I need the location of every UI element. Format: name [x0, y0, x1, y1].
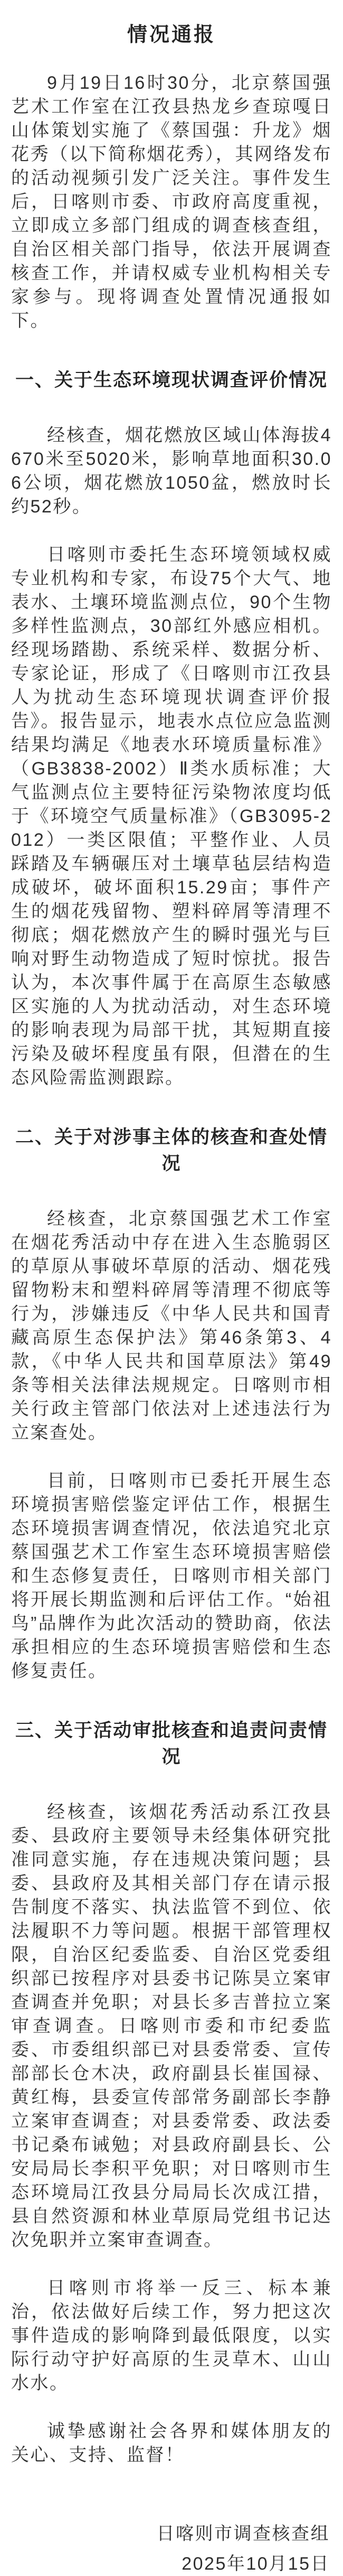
section-3-paragraph-3: 诚挚感谢社会各界和媒体朋友的关心、支持、监督！	[11, 2421, 332, 2465]
section-2-paragraph-1: 经核查，北京蔡国强艺术工作室在烟花秀活动中存在进入生态脆弱区的草原从事破坏草原的活动、烟花残留物粉末和塑料碎屑等清理不彻底等行为，涉嫌违反《中华人民共和国青藏高原生态保护法》第46条第3、4款，《中华人民共和国草原法》第49条等相关法律法规规定。日喀则市相关行政主管部门依法对上述违法行为立案查处。	[11, 1209, 332, 1443]
section-3-heading: 三、关于活动审批核查和追责问责情况	[15, 1720, 328, 1767]
intro-paragraph: 9月19日16时30分，北京蔡国强艺术工作室在江孜县热龙乡查琼嘎日山体策划实施了《蔡国强：升龙》烟花秀（以下简称烟花秀），其网络发布的活动视频引发广泛关注。事件发生后，日喀则市委、市政府高度重视，立即成立多部门组成的调查核查组，自治区相关部门指导，依法开展调查核查工作，并请权威专业机构相关专家参与。现将调查处置情况通报如下。	[11, 73, 332, 331]
section-2-heading: 二、关于对涉事主体的核查和查处情况	[15, 1127, 328, 1174]
section-1-heading: 一、关于生态环境现状调查评价情况	[15, 370, 328, 390]
signature-block	[11, 2522, 332, 2576]
signature: 日喀则市调查核查组	[156, 2524, 330, 2544]
section-3-paragraph-1: 经核查，该烟花秀活动系江孜县委、县政府主要领导未经集体研究批准同意实施，存在违规决策问题；县委、县政府及其相关部门存在请示报告制度不落实、执法监管不到位、依法履职不力等问题。根据干部管理权限，自治区纪委监委、自治区党委组织部已按程序对县委书记陈昊立案审查调查并免职；对县长多吉普拉立案审查调查。日喀则市委和市纪委监委、市委组织部已对县委常委、宣传部部长仓木决，政府副县长崔国禄、黄红梅，县委宣传部常务副部长李静立案审查调查；对县委常委、政法委书记桑布诫勉；对县政府副县长、公安局局长李积平免职；对日喀则市生态环境局江孜县分局局长次成江措，县自然资源和林业草原局党组书记达次免职并立案审查调查。	[11, 1802, 332, 2250]
section-3-paragraph-2: 日喀则市将举一反三、标本兼治，依法做好后续工作，努力把这次事件造成的影响降到最低限度，以实际行动守护好高原的生灵草木、山山水水。	[11, 2278, 332, 2393]
page-title: 情况通报	[127, 24, 216, 46]
section-1-paragraph-2: 日喀则市委托生态环境领域权威专业机构和专家，布设75个大气、地表水、土壤环境监测点位，90个生物多样性监测点，30部红外感应相机。经现场踏勘、系统采样、数据分析、专家论证，形成了《日喀则市江孜县人为扰动生态环境现状调查评价报告》。报告显示，地表水点位应急监测结果均满足《地表水环境质量标准》（GB3838-2002）Ⅱ类水质标准；大气监测点位主要特征污染物浓度均低于《环境空气质量标准》（GB3095-2012）一类区限值；平整作业、人员踩踏及车辆碾压对土壤草毡层结构造成破坏，破坏面积15.29亩；事件产生的烟花残留物、塑料碎屑等清理不彻底；烟花燃放产生的瞬时强光与巨响对野生动物造成了短时惊扰。报告认为，本次事件属于在高原生态敏感区实施的人为扰动活动，对生态环境的影响表现为局部干扰，其短期直接污染及破坏程度虽有限，但潜在的生态风险需监测跟踪。	[11, 545, 332, 1088]
section-2-paragraph-2: 目前，日喀则市已委托开展生态环境损害赔偿鉴定评估工作，根据生态环境损害调查情况，依法追究北京蔡国强艺术工作室生态环境损害赔偿和生态修复责任，日喀则市相关部门将开展长期监测和后评估工作。“始祖鸟”品牌作为此次活动的赞助商，依法承担相应的生态环境损害赔偿和生态修复责任。	[11, 1471, 332, 1681]
date: 2025年10月15日	[182, 2554, 330, 2574]
section-1-paragraph-1: 经核查，烟花燃放区域山体海拔4670米至5020米，影响草地面积30.06公顷，烟花燃放1050盆，燃放时长约52秒。	[11, 425, 332, 517]
